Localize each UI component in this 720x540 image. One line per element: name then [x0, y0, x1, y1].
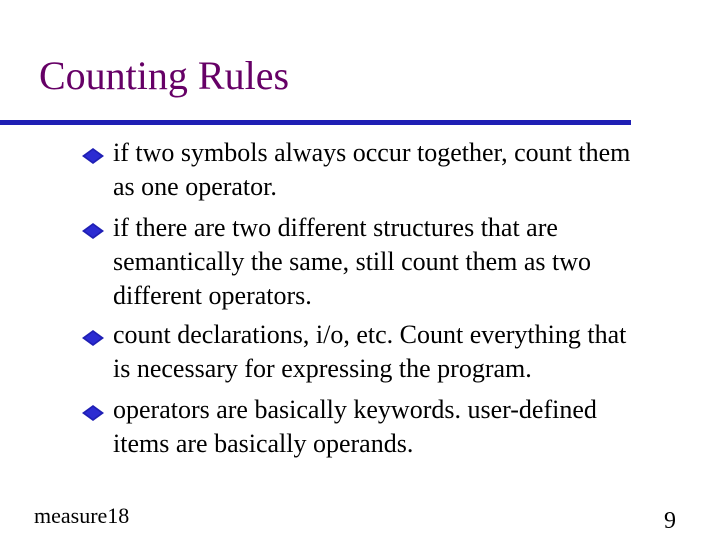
footer-text: measure18: [34, 503, 130, 528]
bullet-text: [113, 318, 683, 386]
bullet-line: different operators.: [113, 281, 312, 310]
bullet-line: semantically the same, still count them as two: [113, 247, 592, 276]
page-number: 9: [664, 508, 676, 534]
diamond-bullet-icon: [82, 330, 104, 346]
bullet-line: is necessary for expressing the program.: [113, 354, 532, 383]
bullet-line: items are basically operands.: [113, 429, 414, 458]
diamond-bullet-icon: [82, 148, 104, 164]
diamond-bullet-icon: [82, 405, 104, 421]
bullet-text: [113, 393, 683, 461]
bullet-text: [113, 211, 683, 313]
bullet-line: as one operator.: [113, 172, 277, 201]
bullet-line: count declarations, i/o, etc. Count everything that: [113, 320, 627, 349]
bullet-line: operators are basically keywords. user-defined: [113, 395, 597, 424]
bullet-line: if two symbols always occur together, count them: [113, 138, 631, 167]
bullet-line: if there are two different structures that are: [113, 213, 558, 242]
slide-title: Counting Rules: [39, 53, 290, 98]
bullet-text: [113, 136, 683, 204]
diamond-bullet-icon: [82, 223, 104, 239]
